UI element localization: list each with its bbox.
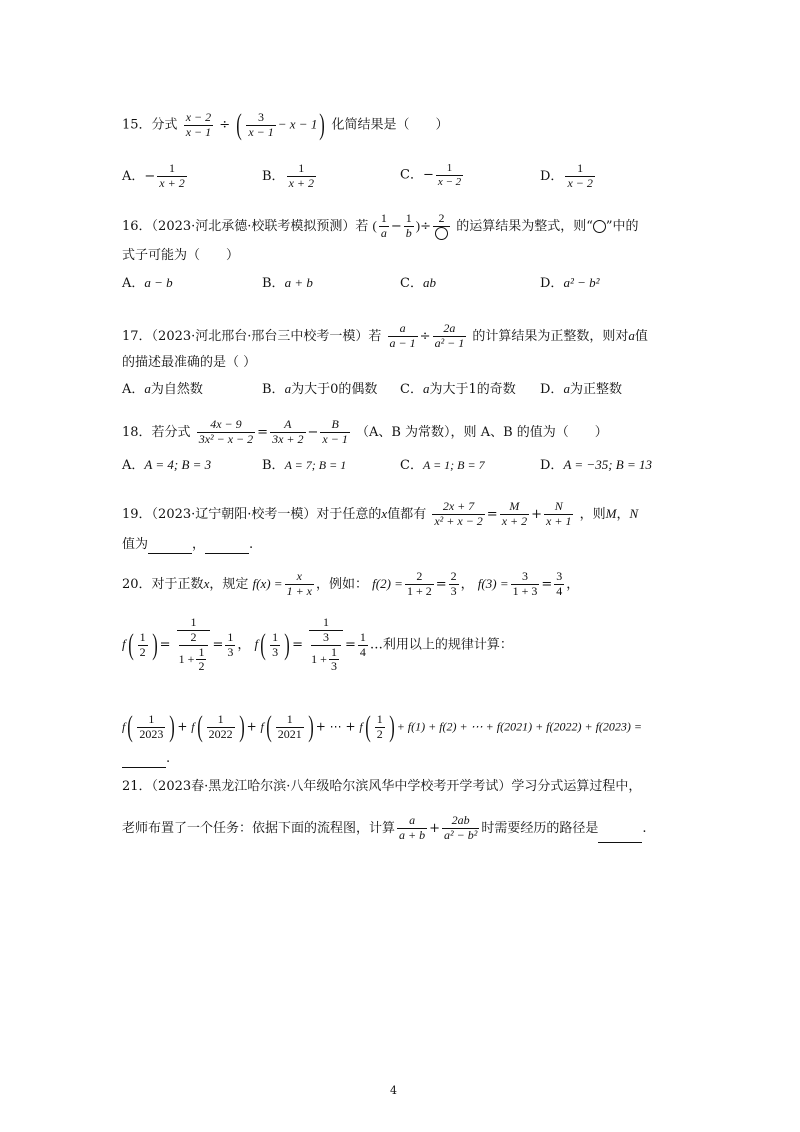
question-19: 19．（2023·辽宁朝阳·校考一模）对于任意的x值都有 $\frac{2x + 7}{\text{x² + x − 2}}$ = $\frac{M}{x + 2}$ + $\frac{N}{x + 1}$ ，则M，N	[122, 499, 639, 528]
option-d: D．A = −35; B = 13	[540, 457, 652, 473]
circle-placeholder-icon	[435, 227, 448, 240]
option-d: D． $\frac{1}{x - 2}$	[540, 161, 593, 190]
page-number: 4	[390, 1084, 397, 1097]
question-21: 21．（2023春·黑龙江哈尔滨·八年级哈尔滨风华中学校考开学考试）学习分式运算过程中，	[122, 779, 642, 794]
option-a: A．− $\frac{1}{x + 2}$	[122, 161, 185, 190]
option-b: B．A = 7; B = 1	[262, 458, 347, 473]
option-d: D．a为正整数	[540, 381, 622, 397]
question-18: 18．若分式 $\frac{4x - 9}{\text{3x² − x − 2}}$ = $\frac{A}{3x + 2}$ − $\frac{B}{x - 1}$ （A、B 为常数），则 A、B 的值为（ ）	[122, 417, 608, 446]
question-21-line2: 老师布置了一个任务：依据下面的流程图，计算 $\frac{a}{a + b}$ + $\frac{2ab}{\text{a² − b²}}$ 时需要经历的路径是 .	[122, 813, 647, 842]
option-c: C．ab	[400, 275, 436, 291]
question-20: 20．对于正数x，规定 f(x) = $\frac{x}{1 + x}$ ，例如： f(2) = $\frac{2}{1 + 2}$ = $\frac{2}{3}$ ， f(3) = $\frac{3}{1 + 3}$ = $\frac{3}{4}$ ，	[122, 569, 580, 598]
question-20-answer: .	[122, 750, 170, 768]
question-17-line2: 的描述最准确的是（ ）	[122, 355, 257, 370]
question-16: 16．（2023·河北承德·校联考模拟预测）若 ( $\frac{1}{a}$ − $\frac{1}{b}$ )÷ 2 的运算结果为整式，则“ ”中的	[122, 211, 639, 240]
option-b: B．a + b	[262, 275, 313, 291]
fraction: $\frac{3}{x - 1}$	[248, 109, 274, 139]
answer-blank[interactable]	[205, 539, 249, 554]
option-c: C．A = 1; B = 7	[400, 458, 485, 473]
option-c: C．a为大于1的奇数	[400, 381, 516, 397]
option-a: A．a − b	[122, 275, 173, 291]
fraction: $\frac{x - 2}{x - 1}$	[185, 109, 212, 139]
option-c: C．− $\frac{1}{x - 2}$	[400, 162, 462, 188]
option-b: B． $\frac{1}{x + 2}$	[262, 161, 314, 190]
option-a: A．A = 4; B = 3	[122, 457, 212, 473]
question-15: 15．分式 $\frac{x - 2}{x - 1}$ ÷ ( $\frac{3}{x - 1}$ − x − 1) 化简结果是（ ）	[122, 108, 449, 141]
option-d: D．a² − b²	[540, 275, 600, 291]
question-20-sum: f( $\frac{1}{2023}$ ) + f( $\frac{1}{2022}$ ) + f( $\frac{1}{2021}$ ) + ⋯ + f( $\frac{1}{2}$ ) + f(1) + f(2) + ⋯ + f(2021) + f(2022) + f(2023) =	[122, 710, 643, 743]
question-17: 17．（2023·河北邢台·邢台三中校考一模）若 $\frac{a}{a - 1}$ ÷ $\frac{2a}{\text{a² − 1}}$ 的计算结果为正整数，则对a值	[122, 321, 648, 350]
answer-blank[interactable]	[598, 828, 642, 843]
circle-placeholder-icon	[593, 220, 606, 233]
question-16-line2: 式子可能为（ ）	[122, 248, 240, 263]
question-19-line2: 值为 ， .	[122, 537, 254, 552]
answer-blank[interactable]	[122, 753, 166, 768]
option-a: A．a为自然数	[122, 381, 203, 397]
answer-blank[interactable]	[148, 539, 192, 554]
option-b: B．a为大于0的偶数	[262, 381, 378, 397]
question-20-examples: f( $\frac{1}{2}$ ) = 1 2 1 + $\frac{1}{2}$ = $\frac{1}{3}$ ， f( $\frac{1}{3}$ ) = 1 3 1 + $\frac{1}{3}$ = $\frac{1}{4}$ …利用以上的规律计算：	[122, 615, 513, 674]
